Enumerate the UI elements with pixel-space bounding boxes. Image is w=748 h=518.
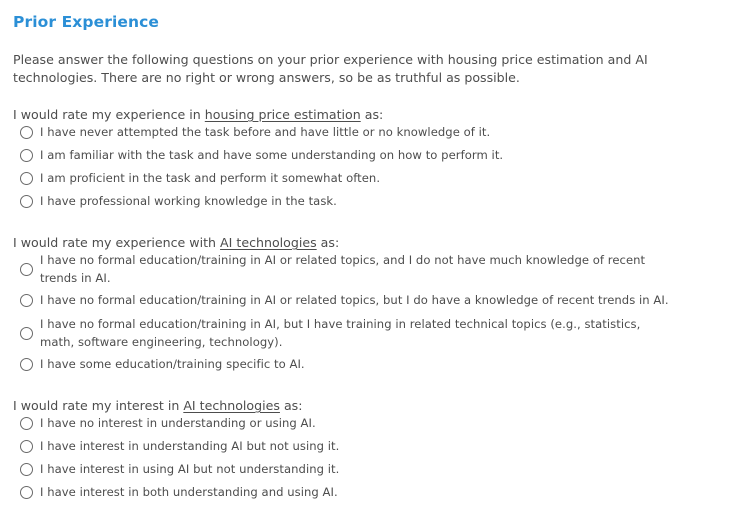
radio-option-label: I have never attempted the task before and have little or no knowledge of it. bbox=[40, 125, 491, 139]
radio-option-label: I have no interest in understanding or using AI. bbox=[40, 416, 316, 430]
prompt-text-end: as: bbox=[279, 398, 303, 413]
radio-option[interactable] bbox=[20, 124, 680, 142]
radio-button[interactable] bbox=[20, 463, 33, 476]
prompt-text: I would rate my experience with bbox=[13, 235, 221, 250]
prompt-underlined-term: AI technologies bbox=[183, 398, 280, 413]
radio-option-label: I am familiar with the task and have some understanding on how to perform it. bbox=[40, 148, 504, 162]
radio-option[interactable] bbox=[20, 292, 680, 310]
question-prompt bbox=[13, 397, 733, 414]
question-prompt bbox=[13, 106, 733, 123]
radio-option[interactable] bbox=[20, 170, 680, 188]
radio-button[interactable] bbox=[20, 327, 33, 340]
prompt-text-end: as: bbox=[316, 235, 340, 250]
radio-button[interactable] bbox=[20, 358, 33, 371]
radio-button[interactable] bbox=[20, 126, 33, 139]
radio-option-label: I have interest in using AI but not understanding it. bbox=[40, 462, 340, 476]
radio-option-label: I have no formal education/training in AI or related topics, but I do have a knowledge of recent trends in AI. bbox=[40, 293, 669, 307]
radio-option[interactable] bbox=[20, 316, 680, 351]
prompt-text: I would rate my experience in bbox=[13, 107, 205, 122]
radio-button[interactable] bbox=[20, 172, 33, 185]
radio-button[interactable] bbox=[20, 417, 33, 430]
radio-option-label: I have no formal education/training in AI or related topics, and I do not have much knowledge of recent trends in AI. bbox=[40, 253, 646, 285]
radio-button[interactable] bbox=[20, 263, 33, 276]
radio-option-label: I have some education/training specific to AI. bbox=[40, 357, 305, 371]
radio-option[interactable] bbox=[20, 438, 680, 456]
radio-option[interactable] bbox=[20, 415, 680, 433]
radio-option-label: I have interest in both understanding and using AI. bbox=[40, 485, 338, 499]
radio-option[interactable] bbox=[20, 484, 680, 502]
prompt-text: I would rate my interest in bbox=[13, 398, 184, 413]
section-title: Prior Experience bbox=[13, 13, 160, 31]
radio-button[interactable] bbox=[20, 195, 33, 208]
radio-option[interactable] bbox=[20, 252, 680, 287]
radio-button[interactable] bbox=[20, 486, 33, 499]
question-ai-interest bbox=[13, 397, 733, 499]
prompt-underlined-term: housing price estimation bbox=[204, 107, 361, 122]
radio-option-label: I have interest in understanding AI but not using it. bbox=[40, 439, 340, 453]
radio-option[interactable] bbox=[20, 147, 680, 165]
question-ai-experience bbox=[13, 234, 733, 371]
radio-option-label: I have no formal education/training in AI, but I have training in related technical topics (e.g., statistics, math, software engineering, technology). bbox=[40, 317, 641, 349]
prompt-underlined-term: AI technologies bbox=[220, 235, 317, 250]
radio-option[interactable] bbox=[20, 356, 680, 374]
radio-option-label: I am proficient in the task and perform it somewhat often. bbox=[40, 171, 381, 185]
radio-button[interactable] bbox=[20, 294, 33, 307]
radio-button[interactable] bbox=[20, 149, 33, 162]
radio-option-label: I have professional working knowledge in the task. bbox=[40, 194, 337, 208]
section-intro: Please answer the following questions on your prior experience with housing price estimation and AI technologies. There are no right or wrong answers, so be as truthful as possible. bbox=[13, 52, 648, 85]
radio-option[interactable] bbox=[20, 193, 680, 211]
question-housing-experience bbox=[13, 106, 733, 208]
prompt-text-end: as: bbox=[360, 107, 384, 122]
question-prompt bbox=[13, 234, 733, 251]
radio-button[interactable] bbox=[20, 440, 33, 453]
radio-option[interactable] bbox=[20, 461, 680, 479]
